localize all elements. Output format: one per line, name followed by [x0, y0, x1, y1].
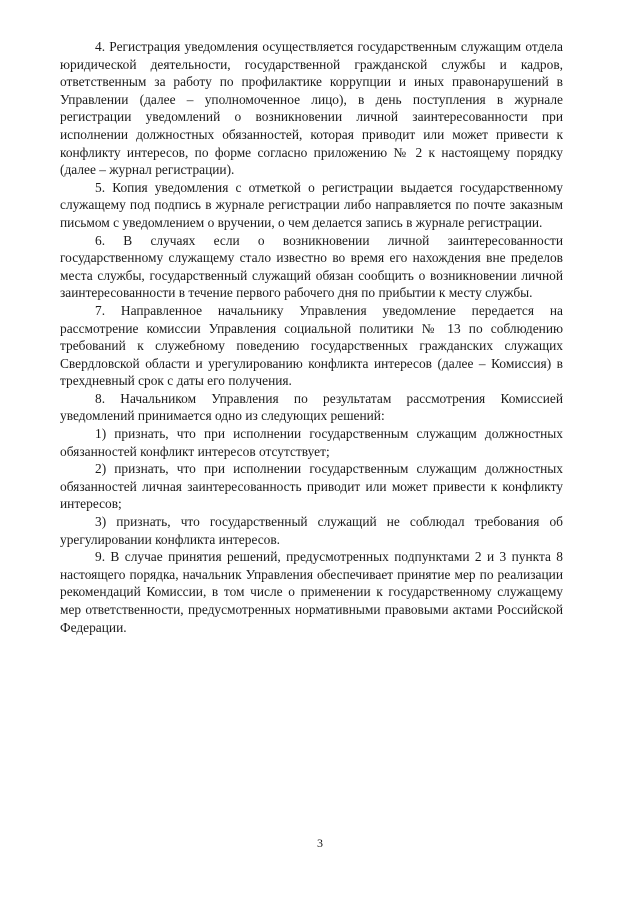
- subparagraph-2: 2) признать, что при исполнении государственным служащим должностных обязанностей личная заинтересованность приводит или может привести к конфликту интересов;: [60, 461, 563, 512]
- document-page: [60, 38, 563, 636]
- paragraph-7-commission: 7. Направленное начальнику Управления уведомление передается на рассмотрение комиссии Управления социальной политики № 13 по соблюдению требований к служебному поведению государственных гражданских служащих Свердловской области и урегулированию конфликта интересов (далее – Комиссия) в трехдневный срок с даты его получения.: [60, 302, 563, 389]
- paragraph-6-outside-service: 6. В случаях если о возникновении личной заинтересованности государственному служащему стало известно во время его нахождения вне пределов места службы, государственный служащий обязан сообщить о возникновении личной заинтересованности в течение первого рабочего дня по прибытии к месту службы.: [60, 232, 563, 301]
- paragraph-4-registration: 4. Регистрация уведомления осуществляется государственным служащим отдела юридической деятельности, государственной гражданской службы и кадров, ответственным за работу по профилактике коррупции и иных правонарушений в Управлении (далее – уполномоченное лицо), в день поступления в журнале регистрации уведомлений о возникновении личной заинтересованности при исполнении должностных обязанностей, которая приводит или может привести к конфликту интересов, по форме согласно приложению № 2 к настоящему порядку (далее – журнал регистрации).: [60, 39, 563, 178]
- subparagraph-1: 1) признать, что при исполнении государственным служащим должностных обязанностей конфликт интересов отсутствует;: [60, 426, 563, 459]
- paragraph-8-decisions: 8. Начальником Управления по результатам рассмотрения Комиссией уведомлений принимается одно из следующих решений:: [60, 390, 563, 424]
- subparagraph-3: 3) признать, что государственный служащий не соблюдал требования об урегулировании конфликта интересов.: [60, 514, 563, 547]
- paragraph-9-measures: 9. В случае принятия решений, предусмотренных подпунктами 2 и 3 пункта 8 настоящего порядка, начальник Управления обеспечивает принятие мер по реализации рекомендаций Комиссии, в том числе о применении к государственному служащему мер ответственности, предусмотренных нормативными правовыми актами Российской Федерации.: [60, 549, 563, 635]
- page-number: 3: [317, 836, 323, 850]
- paragraph-5-copy: 5. Копия уведомления с отметкой о регистрации выдается государственному служащему под подпись в журнале регистрации либо направляется по почте заказным письмом с уведомлением о вручении, о чем делается запись в журнале регистрации.: [60, 179, 563, 230]
